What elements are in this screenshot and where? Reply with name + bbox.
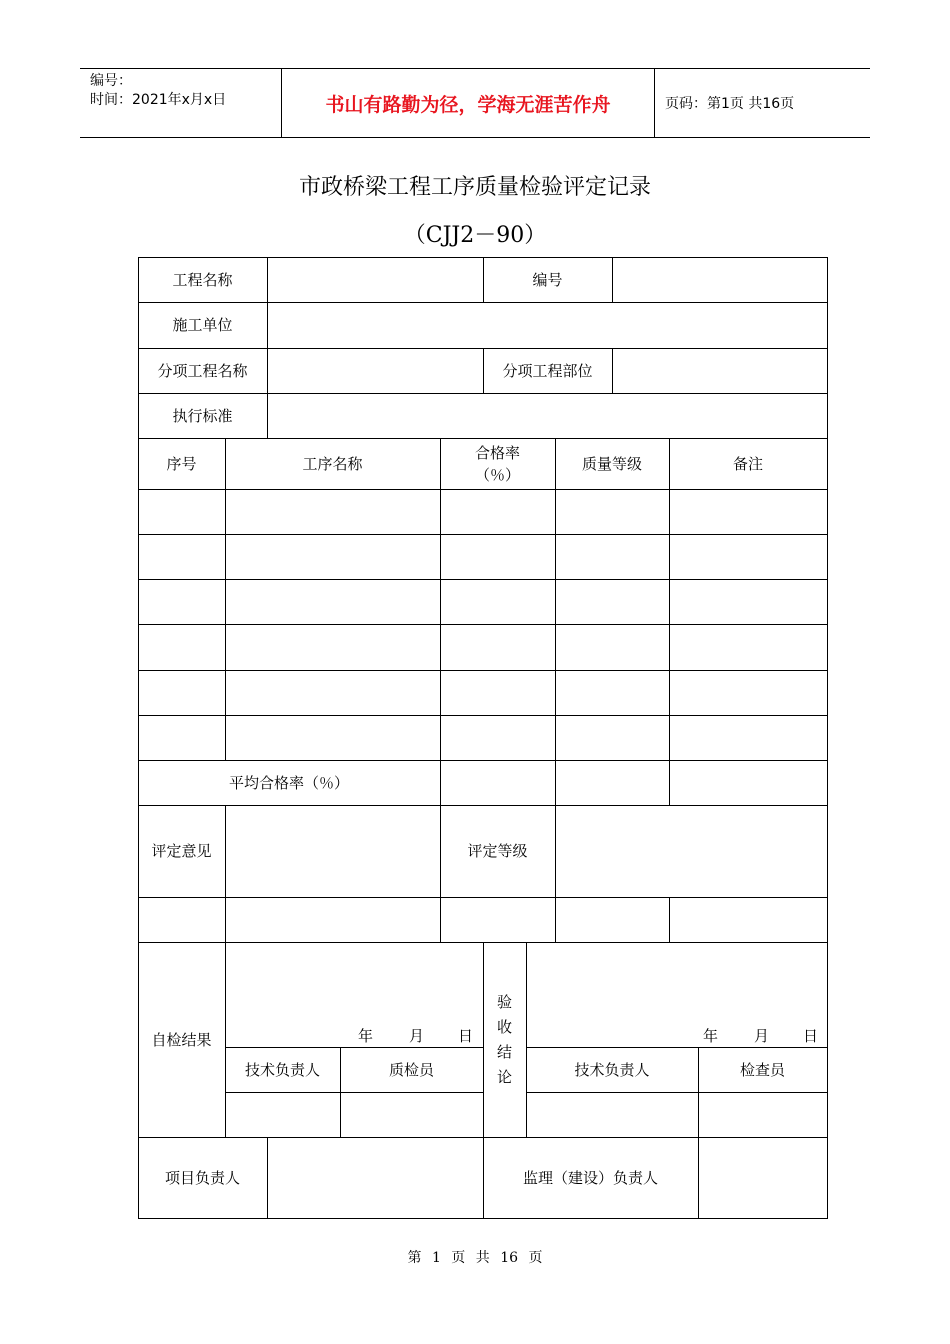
self-check-tech-lead-label: 技术负责人 — [244, 1060, 320, 1079]
sub-item-name-field[interactable] — [268, 348, 483, 393]
evaluation-opinion-label: 评定意见 — [151, 842, 212, 860]
self-check-inspector-label: 质检员 — [388, 1060, 434, 1079]
page-subtitle: （CJJ2－90） — [403, 223, 547, 248]
sub-item-location-label: 分项工程部位 — [502, 361, 593, 380]
standard-field[interactable] — [268, 393, 827, 438]
header-motto: 书山有路勤为径，学海无涯苦作舟 — [282, 69, 655, 137]
acceptance-char-2: 收 — [496, 1017, 512, 1036]
acceptance-char-3: 结 — [496, 1042, 512, 1061]
project-manager-field[interactable] — [268, 1137, 483, 1218]
acceptance-month: 月 — [754, 1027, 770, 1045]
construction-unit-field[interactable] — [268, 302, 827, 348]
page-title: 市政桥梁工程工序质量检验评定记录 — [298, 175, 651, 200]
header-page-info: 页码：第1页 共16页 — [665, 96, 795, 112]
acceptance-checker-label: 检查员 — [739, 1060, 785, 1079]
standard-label: 执行标准 — [172, 406, 233, 425]
project-name-field[interactable] — [268, 257, 483, 302]
col-header-remarks: 备注 — [732, 454, 763, 473]
sub-item-location-field[interactable] — [613, 348, 827, 393]
self-check-label: 自检结果 — [151, 1030, 212, 1049]
col-header-pass-rate — [440, 438, 555, 489]
evaluation-grade-label: 评定等级 — [467, 842, 528, 860]
col-header-pass-rate-line2: （％） — [474, 465, 520, 484]
supervisor-field[interactable] — [699, 1137, 827, 1218]
inspection-form — [138, 257, 828, 1219]
col-header-pass-rate-line1: 合格率 — [474, 443, 520, 462]
header-meta — [80, 69, 282, 137]
col-header-seq: 序号 — [166, 454, 197, 473]
document-header — [80, 68, 870, 138]
project-name-label: 工程名称 — [172, 270, 233, 289]
supervisor-label: 监理（建设）负责人 — [522, 1168, 658, 1187]
project-manager-label: 项目负责人 — [164, 1168, 240, 1187]
header-date-label: 时间：2021年x月x日 — [90, 92, 227, 108]
self-check-day: 日 — [458, 1027, 474, 1045]
page-footer: 第 1 页 共 16 页 — [407, 1250, 543, 1266]
header-number-label: 编号： — [90, 73, 132, 89]
construction-unit-label: 施工单位 — [172, 316, 233, 334]
col-header-process: 工序名称 — [302, 454, 363, 473]
self-check-year: 年 — [358, 1027, 374, 1045]
acceptance-char-4: 论 — [496, 1067, 512, 1086]
acceptance-day: 日 — [803, 1027, 819, 1045]
acceptance-year: 年 — [703, 1027, 719, 1045]
sub-item-name-label: 分项工程名称 — [157, 361, 248, 380]
avg-pass-rate-label: 平均合格率（％） — [228, 773, 349, 792]
number-label: 编号 — [532, 270, 563, 289]
number-field[interactable] — [613, 257, 827, 302]
self-check-month: 月 — [409, 1027, 425, 1045]
acceptance-tech-lead-label: 技术负责人 — [574, 1060, 650, 1079]
acceptance-conclusion-label — [483, 987, 526, 1092]
col-header-quality: 质量等级 — [581, 454, 642, 473]
acceptance-char-1: 验 — [496, 992, 512, 1011]
